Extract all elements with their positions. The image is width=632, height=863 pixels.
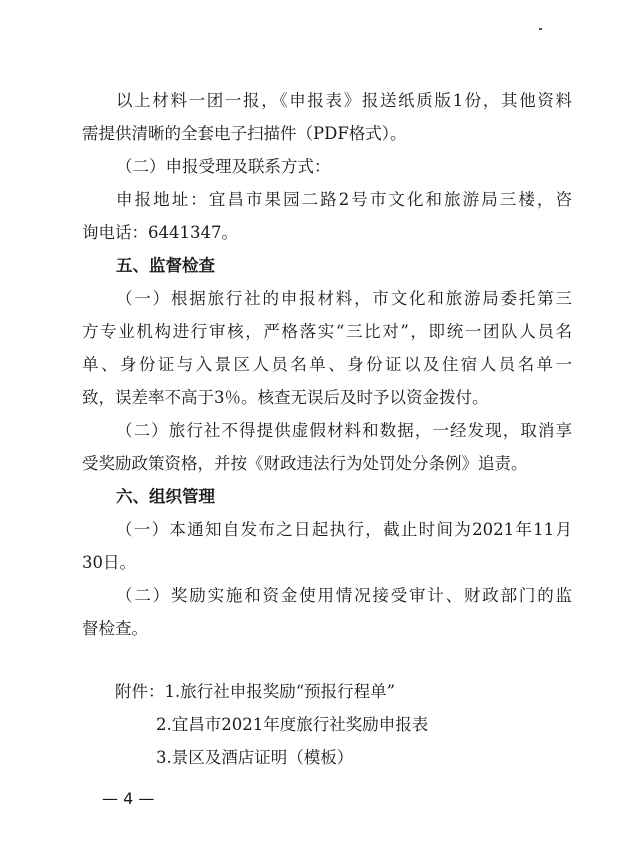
- paragraph-line: （一）本通知自发布之日起执行，截止时间为2021年11月: [116, 520, 572, 539]
- attachment-item: 附件：1.旅行社申报奖励“预报行程单”: [115, 682, 396, 701]
- paragraph-line: 询电话：6441347。: [82, 223, 238, 242]
- paragraph-line: （一）根据旅行社的申报材料，市文化和旅游局委托第三: [116, 289, 572, 308]
- paragraph-line: （二）申报受理及联系方式：: [116, 157, 331, 176]
- paragraph-line: （二）奖励实施和资金使用情况接受审计、财政部门的监: [116, 586, 572, 605]
- attachment-item: 3.景区及酒店证明（模板）: [156, 748, 354, 767]
- paragraph-line: 以上材料一团一报，《申报表》报送纸质版1份，其他资料: [116, 91, 572, 110]
- attachment-item: 2.宜昌市2021年度旅行社奖励申报表: [156, 715, 429, 734]
- paragraph-line: 30日。: [82, 553, 136, 572]
- paragraph-line: 受奖励政策资格，并按《财政违法行为处罚处分条例》追责。: [82, 454, 528, 473]
- paragraph-line: 申报地址：宜昌市果园二路2号市文化和旅游局三楼，咨: [116, 190, 572, 209]
- section-heading: 五、监督检查: [116, 256, 215, 275]
- scan-mark: [539, 28, 542, 30]
- paragraph-line: （二）旅行社不得提供虚假材料和数据，一经发现，取消享: [116, 421, 572, 440]
- paragraph-line: 单、身份证与入景区人员名单、身份证以及住宿人员名单一: [82, 355, 572, 374]
- page-number: — 4 —: [102, 789, 155, 808]
- section-heading: 六、组织管理: [116, 487, 215, 506]
- paragraph-line: 致，误差率不高于3％。核查无误后及时予以资金拨付。: [82, 388, 489, 407]
- paragraph-line: 需提供清晰的全套电子扫描件（PDF格式）。: [82, 124, 407, 143]
- paragraph-line: 方专业机构进行审核，严格落实“三比对”，即统一团队人员名: [82, 322, 572, 341]
- paragraph-line: 督检查。: [82, 619, 148, 638]
